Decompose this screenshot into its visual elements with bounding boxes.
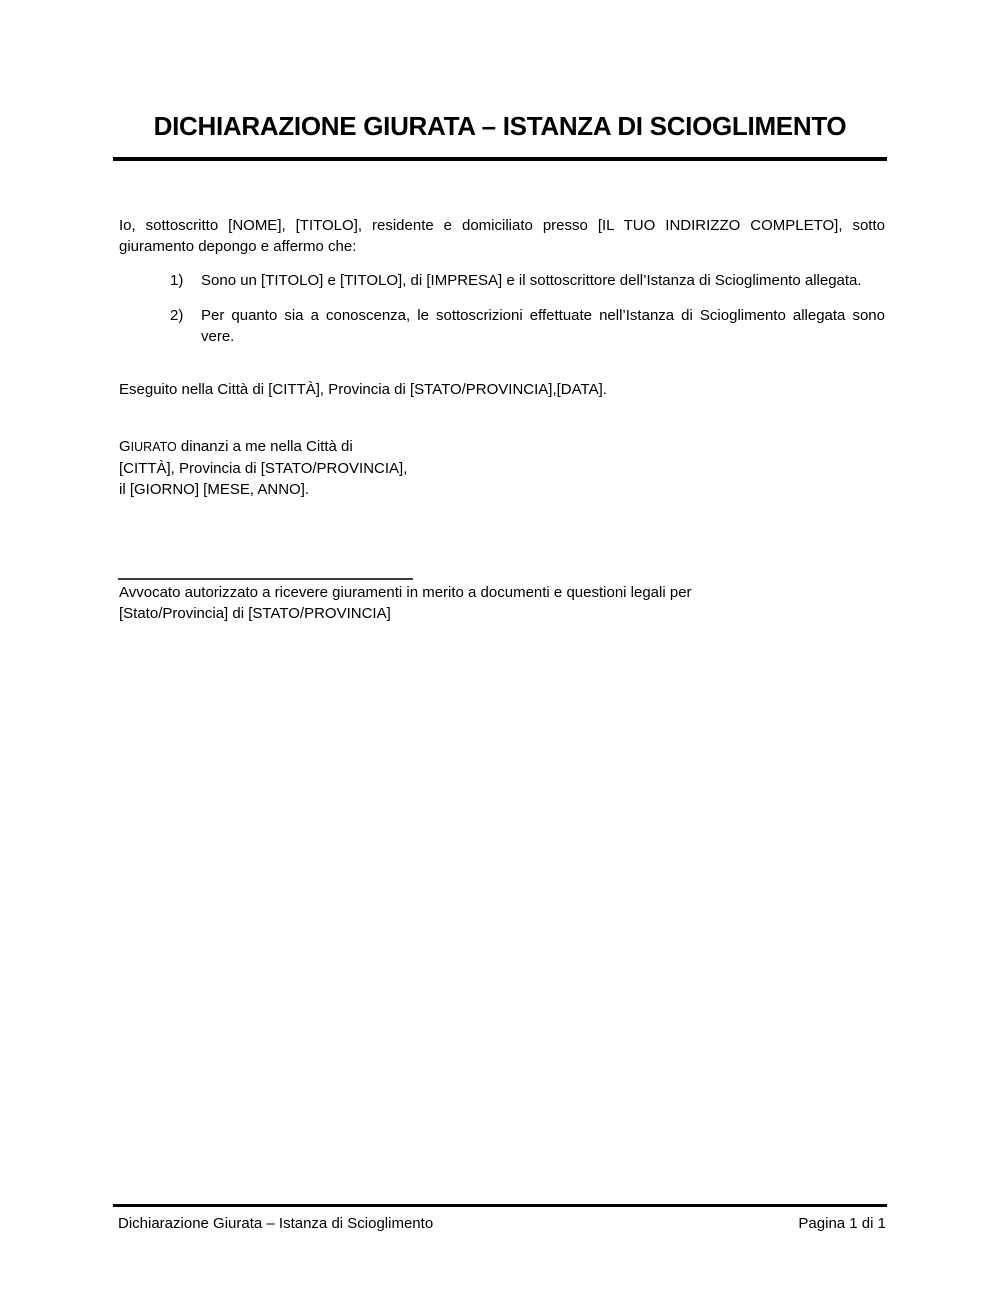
signature-caption [119, 582, 887, 624]
executed-line: Eseguito nella Città di [CITTÀ], Provincia di [STATO/PROVINCIA],[DATA]. [119, 381, 607, 398]
page-title: DICHIARAZIONE GIURATA – ISTANZA DI SCIOGLIMENTO [153, 111, 847, 141]
sworn-line-3: il [GIORNO] [MESE, ANNO]. [119, 481, 310, 498]
list-item [113, 305, 885, 347]
sworn-line-2: [CITTÀ], Provincia di [STATO/PROVINCIA], [119, 460, 408, 477]
list-item-text: Per quanto sia a conoscenza, le sottoscrizioni effettuate nell’Istanza di Scioglimento allegata sono vere. [201, 307, 885, 345]
list-item-number: 1) [170, 272, 184, 289]
intro-paragraph: Io, sottoscritto [NOME], [TITOLO], residente e domiciliato presso [IL TUO INDIRIZZO COMPLETO], sotto giuramento depongo e affermo che: [119, 217, 885, 255]
sworn-line-1 [119, 436, 887, 458]
list-item-text: Sono un [TITOLO] e [TITOLO], di [IMPRESA] e il sottoscrittore dell’Istanza di Scioglimento allegata. [201, 272, 862, 289]
footer-row [113, 1213, 887, 1234]
sworn-lead-capital: G [119, 438, 131, 455]
signature-line [118, 578, 413, 580]
signature-caption-line-2: [Stato/Provincia] di [STATO/PROVINCIA] [119, 605, 391, 622]
footer-divider [113, 1204, 887, 1207]
sworn-block [119, 436, 887, 500]
affirmation-list [113, 270, 887, 347]
page-footer [113, 1204, 887, 1234]
sworn-lead-smallcaps: IURATO [130, 440, 177, 454]
sworn-line-1-rest: dinanzi a me nella Città di [176, 438, 353, 455]
footer-page-number: Pagina 1 di 1 [798, 1215, 886, 1232]
list-item [113, 270, 885, 291]
signature-caption-line-1: Avvocato autorizzato a ricevere giuramenti in merito a documenti e questioni legali per [119, 584, 692, 601]
footer-document-title: Dichiarazione Giurata – Istanza di Scioglimento [118, 1215, 434, 1232]
list-item-number: 2) [170, 307, 184, 324]
title-divider [113, 157, 887, 161]
